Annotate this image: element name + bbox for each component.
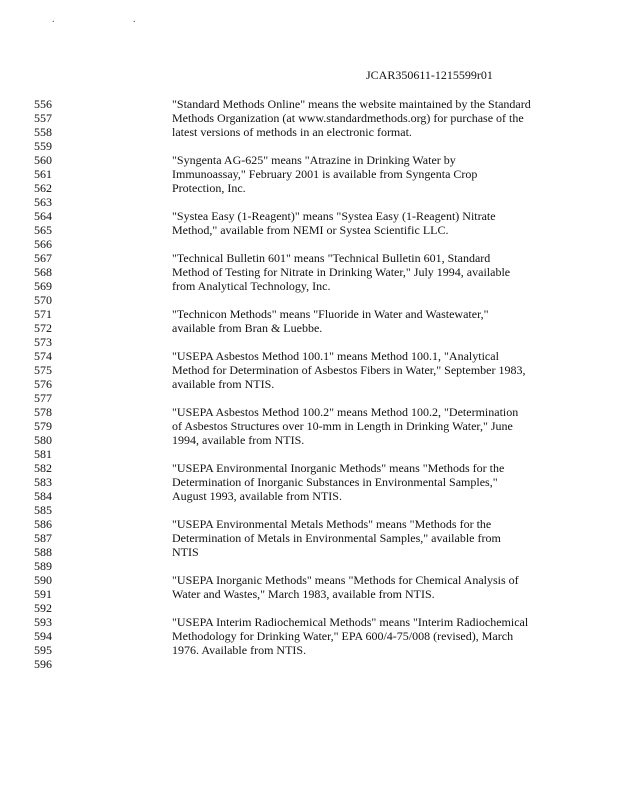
line-text: "USEPA Environmental Inorganic Methods" means "Methods for the	[172, 461, 505, 475]
line-text: "Technicon Methods" means "Fluoride in Water and Wastewater,"	[172, 307, 489, 321]
line-text: "Technical Bulletin 601" means "Technical Bulletin 601, Standard	[172, 251, 491, 265]
line-number: 595	[34, 643, 52, 657]
line-number: 583	[34, 475, 52, 489]
document-line	[0, 391, 619, 405]
document-line	[0, 237, 619, 251]
line-number: 563	[34, 195, 52, 209]
document-line	[0, 209, 619, 223]
document-line	[0, 419, 619, 433]
line-number: 570	[34, 293, 52, 307]
line-text: Water and Wastes," March 1983, available from NTIS.	[172, 587, 435, 601]
document-line	[0, 251, 619, 265]
document-line	[0, 433, 619, 447]
line-text: NTIS	[172, 545, 199, 559]
line-number: 578	[34, 405, 52, 419]
line-number: 560	[34, 153, 52, 167]
line-text: "USEPA Asbestos Method 100.1" means Method 100.1, "Analytical	[172, 349, 499, 363]
document-line	[0, 293, 619, 307]
line-text: Determination of Inorganic Substances in Environmental Samples,"	[172, 475, 498, 489]
line-number: 575	[34, 363, 52, 377]
line-number: 566	[34, 237, 52, 251]
document-line	[0, 489, 619, 503]
line-number: 593	[34, 615, 52, 629]
line-text: latest versions of methods in an electronic format.	[172, 125, 412, 139]
line-text: Determination of Metals in Environmental Samples," available from	[172, 531, 501, 545]
document-line	[0, 167, 619, 181]
line-text: "USEPA Interim Radiochemical Methods" means "Interim Radiochemical	[172, 615, 529, 629]
document-line	[0, 629, 619, 643]
line-number: 589	[34, 559, 52, 573]
document-line	[0, 475, 619, 489]
document-line	[0, 279, 619, 293]
document-line	[0, 265, 619, 279]
document-line	[0, 195, 619, 209]
document-line	[0, 377, 619, 391]
document-line	[0, 97, 619, 111]
document-line	[0, 139, 619, 153]
line-text: "USEPA Environmental Metals Methods" means "Methods for the	[172, 517, 492, 531]
line-number: 557	[34, 111, 52, 125]
document-line	[0, 517, 619, 531]
line-number: 592	[34, 601, 52, 615]
line-number: 594	[34, 629, 52, 643]
document-line	[0, 111, 619, 125]
line-number: 588	[34, 545, 52, 559]
line-text: from Analytical Technology, Inc.	[172, 279, 331, 293]
line-number: 596	[34, 657, 52, 671]
line-text: 1976. Available from NTIS.	[172, 643, 307, 657]
line-number: 573	[34, 335, 52, 349]
line-number: 590	[34, 573, 52, 587]
line-number: 581	[34, 447, 52, 461]
line-number: 565	[34, 223, 52, 237]
document-line	[0, 153, 619, 167]
line-text: available from Bran & Luebbe.	[172, 321, 323, 335]
document-line	[0, 531, 619, 545]
document-line	[0, 321, 619, 335]
line-text: "USEPA Asbestos Method 100.2" means Method 100.2, "Determination	[172, 405, 519, 419]
document-id: JCAR350611-1215599r01	[366, 68, 493, 82]
line-text: 1994, available from NTIS.	[172, 433, 305, 447]
line-number: 562	[34, 181, 52, 195]
line-text: available from NTIS.	[172, 377, 275, 391]
document-line	[0, 349, 619, 363]
line-number: 579	[34, 419, 52, 433]
line-text: Method of Testing for Nitrate in Drinking Water," July 1994, available	[172, 265, 511, 279]
line-number: 571	[34, 307, 52, 321]
document-line	[0, 363, 619, 377]
document-line	[0, 447, 619, 461]
line-number: 564	[34, 209, 52, 223]
document-line	[0, 181, 619, 195]
line-number: 559	[34, 139, 52, 153]
document-line	[0, 461, 619, 475]
line-text: Methodology for Drinking Water," EPA 600/4-75/008 (revised), March	[172, 629, 514, 643]
document-line	[0, 559, 619, 573]
line-number: 584	[34, 489, 52, 503]
document-line	[0, 615, 619, 629]
line-number: 586	[34, 517, 52, 531]
document-line	[0, 643, 619, 657]
line-number: 561	[34, 167, 52, 181]
line-number: 580	[34, 433, 52, 447]
line-number: 577	[34, 391, 52, 405]
line-number: 568	[34, 265, 52, 279]
document-line	[0, 223, 619, 237]
line-number: 587	[34, 531, 52, 545]
line-text: August 1993, available from NTIS.	[172, 489, 342, 503]
line-text: Method," available from NEMI or Systea Scientific LLC.	[172, 223, 449, 237]
document-line	[0, 587, 619, 601]
line-number: 569	[34, 279, 52, 293]
line-text: "USEPA Inorganic Methods" means "Methods for Chemical Analysis of	[172, 573, 519, 587]
line-number: 582	[34, 461, 52, 475]
scan-marks: . .	[52, 14, 174, 25]
document-line	[0, 503, 619, 517]
line-text: Method for Determination of Asbestos Fibers in Water," September 1983,	[172, 363, 526, 377]
line-number: 567	[34, 251, 52, 265]
document-line	[0, 545, 619, 559]
document-line	[0, 307, 619, 321]
line-number: 574	[34, 349, 52, 363]
line-text: "Standard Methods Online" means the website maintained by the Standard	[172, 97, 531, 111]
document-line	[0, 125, 619, 139]
line-number: 576	[34, 377, 52, 391]
line-text: Immunoassay," February 2001 is available from Syngenta Crop	[172, 167, 478, 181]
line-text: "Systea Easy (1-Reagent)" means "Systea Easy (1-Reagent) Nitrate	[172, 209, 496, 223]
document-line	[0, 573, 619, 587]
line-number: 591	[34, 587, 52, 601]
document-line	[0, 405, 619, 419]
numbered-lines	[0, 97, 619, 671]
line-number: 572	[34, 321, 52, 335]
line-number: 558	[34, 125, 52, 139]
line-number: 585	[34, 503, 52, 517]
line-text: Protection, Inc.	[172, 181, 246, 195]
line-text: Methods Organization (at www.standardmethods.org) for purchase of the	[172, 111, 524, 125]
line-number: 556	[34, 97, 52, 111]
line-text: of Asbestos Structures over 10-mm in Length in Drinking Water," June	[172, 419, 513, 433]
line-text: "Syngenta AG-625" means "Atrazine in Drinking Water by	[172, 153, 456, 167]
document-line	[0, 601, 619, 615]
document-line	[0, 335, 619, 349]
document-line	[0, 657, 619, 671]
